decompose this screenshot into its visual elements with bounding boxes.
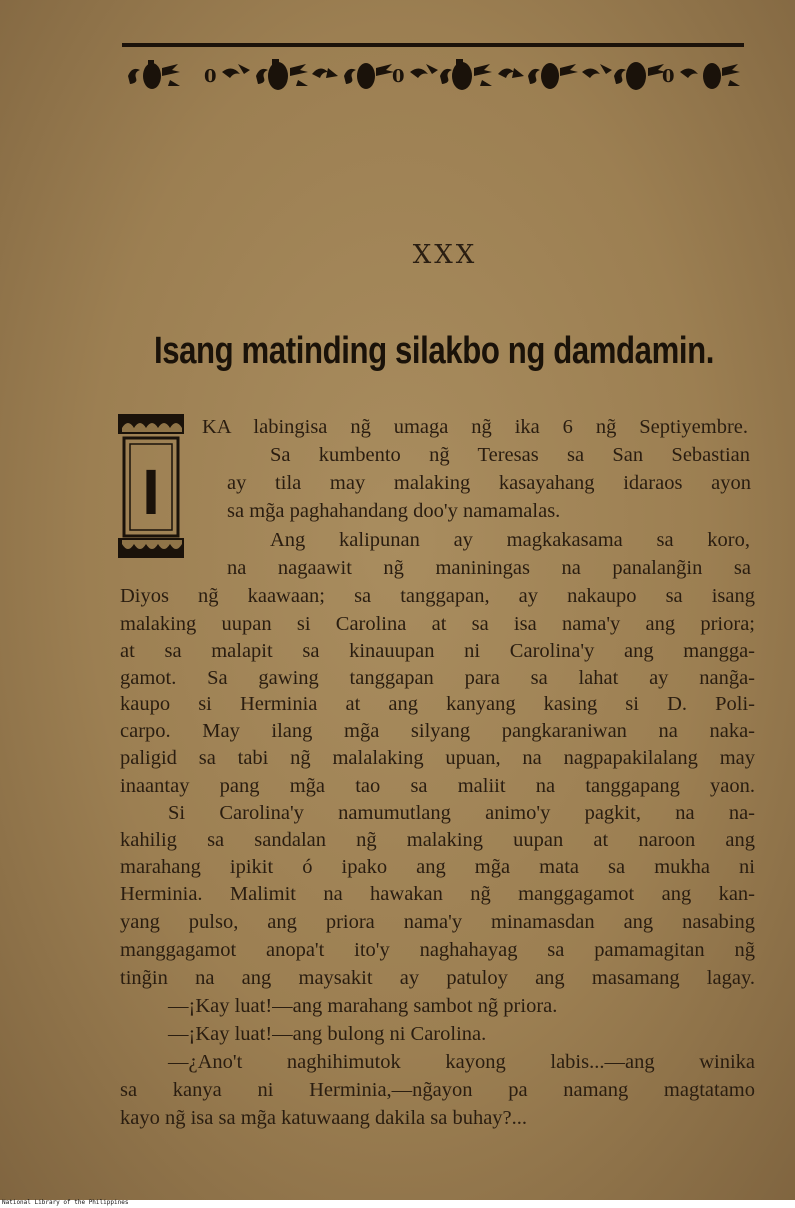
text-line: —¡Kay luat!—ang marahang sambot ng̃ priora. (168, 995, 558, 1017)
text-line: KA labingisa ng̃ umaga ng̃ ika 6 ng̃ Septiyembre. (202, 416, 748, 438)
text-line: manggagamot anopa't ito'y naghahayag sa pamamagitan ng̃ (120, 939, 755, 961)
chapter-number: XXX (412, 240, 478, 270)
text-line: —¡Kay luat!—ang bulong ni Carolina. (168, 1023, 487, 1045)
text-line: marahang ipikit ó ipako ang mg̃a mata sa mukha ni (120, 856, 755, 878)
chapter-title: Isang matinding silakbo ng damdamin. (153, 330, 715, 372)
text-line: kahilig sa sandalan ng̃ malaking uupan at naroon ang (120, 829, 755, 851)
svg-text:0: 0 (204, 66, 217, 87)
svg-text:0: 0 (392, 66, 405, 87)
text-line: sa mg̃a paghahandang doo'y namamalas. (227, 500, 561, 522)
text-line: sa kanya ni Herminia,—ng̃ayon pa namang magtatamo (120, 1079, 755, 1101)
text-line: ay tila may malaking kasayahang idaraos ayon (227, 472, 751, 494)
library-credit: National Library of the Philippines (2, 1199, 129, 1206)
text-line: kaupo si Herminia at ang kanyang kasing si D. Poli- (120, 693, 755, 715)
footer-strip (0, 1200, 795, 1208)
text-line: at sa malapit sa kinauupan ni Carolina'y ang mangga- (120, 640, 755, 662)
text-line: Sa kumbento ng̃ Teresas sa San Sebastian (270, 444, 750, 466)
drop-cap (118, 414, 184, 558)
text-line: Herminia. Malimit na hawakan ng̃ manggagamot ang kan- (120, 883, 755, 905)
top-rule (122, 43, 744, 47)
text-line: Si Carolina'y namumutlang animo'y pagkit, na na- (168, 802, 755, 824)
text-line: paligid sa tabi ng̃ malalaking upuan, na nagpapakilalang may (120, 747, 755, 769)
text-line: carpo. May ilang mg̃a silyang pangkaraniwan na naka- (120, 720, 755, 742)
text-line: malaking uupan si Carolina at sa isa nama'y ang priora; (120, 613, 755, 635)
text-line: ting̃in na ang maysakit ay patuloy ang masamang lagay. (120, 967, 755, 989)
svg-text:I: I (142, 456, 160, 528)
svg-text:0: 0 (662, 66, 675, 87)
text-line: na nagaawit ng̃ maniningas na panalang̃in sa (227, 557, 751, 579)
text-line: —¿Ano't naghihimutok kayong labis...—ang winika (168, 1051, 755, 1073)
text-line: Ang kalipunan ay magkakasama sa koro, (270, 529, 750, 551)
text-line: kayo ng̃ isa sa mg̃a katuwaang dakila sa buhay?... (120, 1107, 528, 1129)
text-line: inaantay pang mg̃a tao sa maliit na tanggapang yaon. (120, 775, 755, 797)
text-line: yang pulso, ang priora nama'y minamasdan ang nasabing (120, 911, 755, 933)
text-line: gamot. Sa gawing tanggapan para sa lahat ay nang̃a- (120, 667, 755, 689)
floral-ornament (122, 54, 750, 96)
text-line: Diyos ng̃ kaawaan; sa tanggapan, ay nakaupo sa isang (120, 585, 755, 607)
